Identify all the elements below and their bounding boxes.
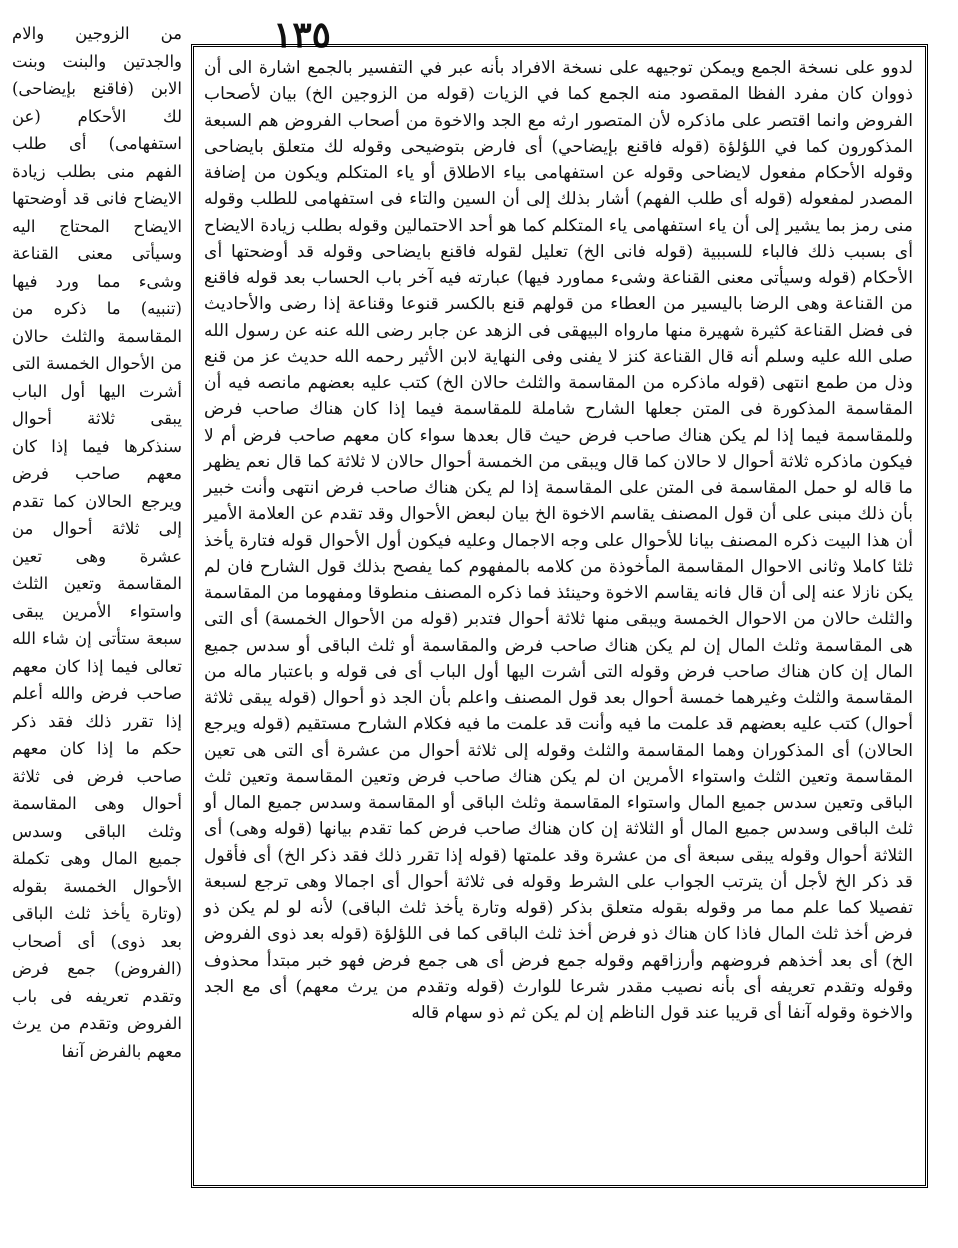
page-number: ١٣٥	[272, 14, 331, 56]
side-text-column	[12, 20, 182, 1220]
main-text-block	[204, 55, 913, 1026]
main-text-frame	[191, 44, 928, 1188]
main-text: لدوو على نسخة الجمع ويمكن توجيهه على نسخة الافراد بأنه عبر في التفسير بالجمع اشارة الى أن ذووان كان مفرد الفظا المقصود منه الجمع كما في الزيات (قوله من الزوجين الخ) بيان لأصحاب الفروض وانما اقتصر على ماذكره لأن المتصور ارثه مع الجد والاخوة من أصحاب الفروض هم السبعة المذكورون كما في اللؤلؤة (قوله فاقنع بإيضاحي) أى فارض بتوضيحى وقوله لك متعلق بايضاحى وقوله الأحكام مفعول لايضاحى وقوله عن استفهامى بياء الاطلاق أو ياء المتكلم ويكون من إضافة المصدر لمفعوله (قوله أى طلب الفهم) أشار بذلك إلى أن السين والتاء فى استفهامى للطلب وقوله منى رمز بما يشير إلى أن ياء استفهامى ياء المتكلم كما هو أحد الاحتمالين وقوله بطلب زيادة الايضاح أى بسبب ذلك فالباء للسببية (قوله فانى الخ) تعليل لقوله فاقنع بايضاحى وقوله قد أوضحتها أى الأحكام (قوله وسيأتى معنى القناعة وشىء مماورد فيها) عبارته فيه آخر باب الحساب بعد قوله فاقنع من القناعة وهى الرضا باليسير من العطاء من قولهم قنع بالكسر قنوعا وقناعة إذا رضى والأحاديث فى فضل القناعة كثيرة شهيرة منها مارواه البيهقى فى الزهد عن جابر رضى الله عنه عن رسول الله صلى الله عليه وسلم أنه قال القناعة كنز لا يفنى وفى النهاية لابن الأثير رحمه الله حديث عز من قنع وذل من طمع انتهى (قوله ماذكره من المقاسمة والثلث حالان الخ) كتب عليه بعضهم مانصه فيه أن المقاسمة المذكورة فى المتن جعلها الشارح شاملة للمقاسمة فيما إذا كان هناك صاحب فرض وللمقاسمة فيما إذا لم يكن هناك صاحب فرض حيث قال بعدها سواء كان معهم صاحب فرض أم لا فيكون ماذكره ثلاثة أحوال لا حالان كما قال ويبقى من الخمسة أحوال حالان لا ثلاثة كما قال نعم يظهر ما قاله لو حمل المقاسمة فى المتن على المقاسمة إذا لم يكن هناك صاحب فرض انتهى وأنت خبير بأن ذلك مبنى على أن قول المصنف يقاسم الاخوة الخ بيان لبعض الأحوال وقد تقدم عن العلامة الأمير أن هذا البيت ذكره المصنف بيانا للأحوال على وجه الاجمال وعليه فيكون أول الأحوال قوله فتارة يأخذ ثلثا كاملا وثانى الاحوال المقاسمة المأخوذة من كلامه بالمفهوم كما يفصح بذلك قول الشارح فان لم يكن نازلا عنه إلى أن قال فانه يقاسم الاخوة وحينئذ فما ذكره المصنف منطوقا ومفهوما من المقاسمة والثلث حالان من الاحوال الخمسة ويبقى منها ثلاثة أحوال فتدبر (قوله من الأحوال الخمسة) أى التى هى المقاسمة وثلث المال إن لم يكن هناك صاحب فرض والمقاسمة أو ثلث الباقى أو سدس جميع المال إن كان هناك صاحب فرض وقوله التى أشرت اليها أول الباب أى فى قوله و باعتبار ماله من المقاسمة والثلث وغيرهما خمسة أحوال بعد قول المصنف واعلم بأن الجد ذو أحوال (قوله يبقى ثلاثة أحوال) كتب عليه بعضهم قد علمت ما فيه وأنت قد علمت ما فيه فكلام الشارح مستقيم (قوله ويرجع الحالان) أى المذكوران وهما المقاسمة والثلث وقوله إلى ثلاثة أحوال من عشرة أى التى هى تعين المقاسمة وتعين الثلث واستواء الأمرين ان لم يكن هناك صاحب فرض وتعين المقاسمة وتعين ثلث الباقى وتعين سدس جميع المال واستواء المقاسمة وثلث الباقى أو المقاسمة وسدس جميع المال أو ثلث الباقى وسدس جميع المال أو الثلاثة إن كان هناك صاحب فرض كما تقدم بيانها (قوله وهى) أى الثلاثة أحوال وقوله يبقى سبعة أى من عشرة وقد علمتها (قوله إذا تقرر ذلك فقد ذكر الخ) أى فأقول قد ذكر الخ لأجل أن يترتب الجواب على الشرط وقوله فى ثلاثة أحوال أى اجمالا وهى ترجع لسبعة تفصيلا كما علم مما مر وقوله بقوله متعلق بذكر (قوله وتارة يأخذ ثلث الباقى) لأنه لو لم يكن ذو فرض أخذ ثلث المال فاذا كان هناك ذو فرض أخذ ثلث الباقى كما فى اللؤلؤة (قوله بعد ذوى الفروض الخ) أى بعد أخذهم فروضهم وأرزاقهم وقوله جمع فرض أى هى جمع فرض فهو خبر مبتدأ محذوف وقوله وتقدم تعريفه أى بأنه نصيب مقدر شرعا للوارث (قوله وتقدم من يرث معهم) أى مع الجد والاخوة وقوله آنفا أى قريبا عند قول الناظم إن لم يكن ثم ذو سهام قاله	[204, 58, 913, 1023]
side-text: من الزوجين والام والجدتين والبنت وبنت الابن (فاقنع بإيضاحى) لك الأحكام (عن استفهامى) أى طلب الفهم منى بطلب زيادة الايضاح فانى قد أوضحتها الايضاح المحتاج اليه وسيأتى معنى القناعة وشىء مما ورد فيها (تنبيه) ما ذكره من المقاسمة والثلث حالان من الأحوال الخمسة التى أشرت اليها أول الباب يبقى ثلاثة أحوال سنذكرها فيما إذا كان معهم صاحب فرض ويرجع الحالان كما تقدم إلى ثلاثة أحوال من عشرة وهى تعين المقاسمة وتعين الثلث واستواء الأمرين يبقى سبعة ستأتى إن شاء الله تعالى فيما إذا كان معهم صاحب فرض والله أعلم إذا تقرر ذلك فقد ذكر حكم ما إذا كان معهم صاحب فرض فى ثلاثة أحوال وهى المقاسمة وثلث الباقى وسدس جميع المال وهى تكملة الأحوال الخمسة بقوله (وتارة يأخذ ثلث الباقى بعد ذوى) أى أصحاب (الفروض) جمع فرض وتقدم تعريفه فى باب الفروض وتقدم من يرث معهم بالفرض آنفا	[12, 24, 182, 1061]
